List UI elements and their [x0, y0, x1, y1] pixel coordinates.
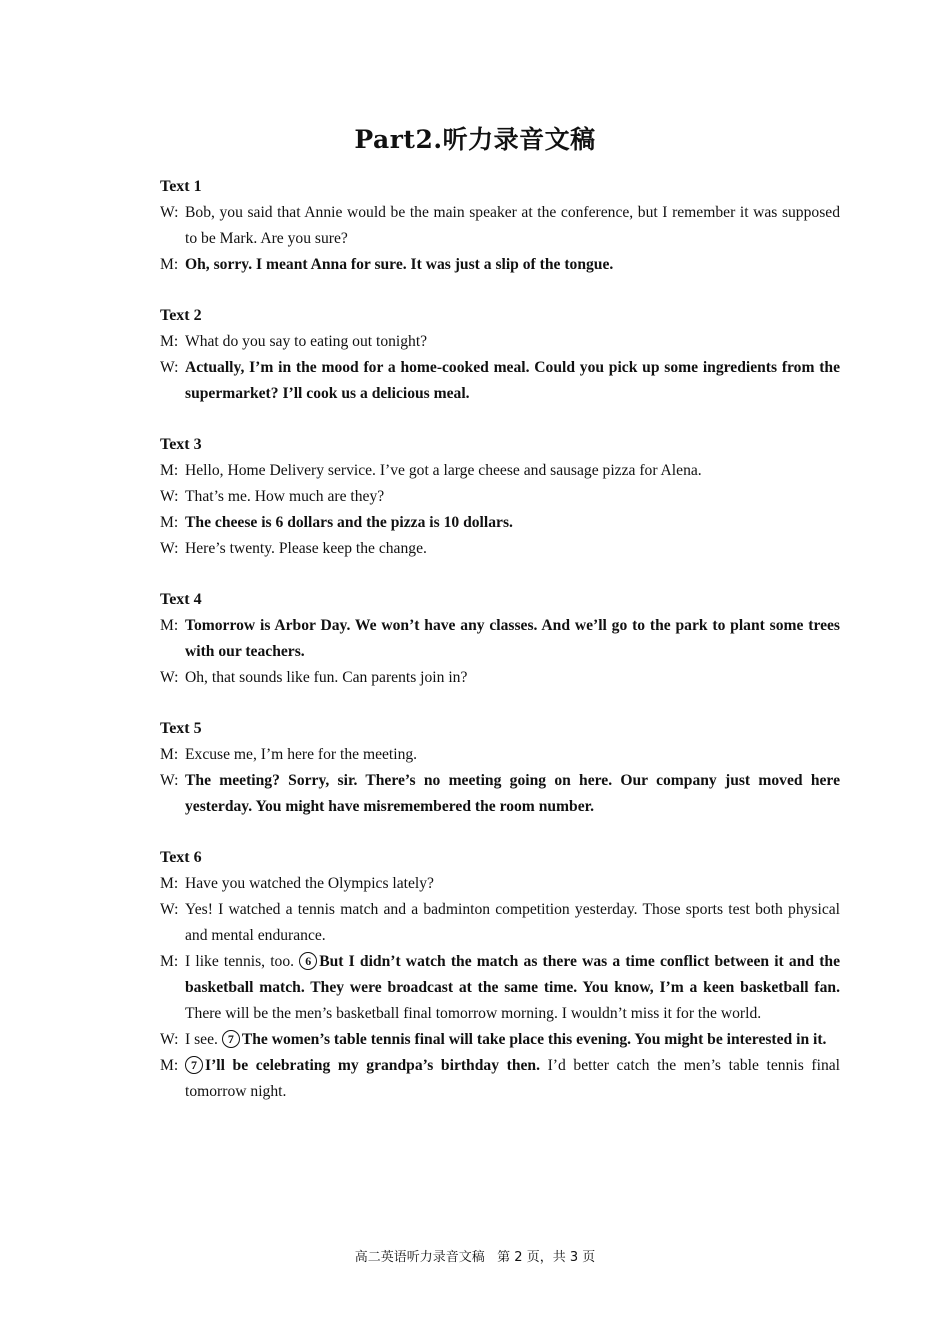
text-segment: Excuse me, I’m here for the meeting.: [185, 746, 418, 763]
speaker-label: W:: [160, 359, 179, 376]
text-segment: I like tennis, too.: [185, 953, 300, 970]
text-segment: There will be the men’s basketball final tomorrow morning. I wouldn’t miss it for the world.: [185, 1005, 762, 1022]
utterance: [185, 742, 840, 768]
speaker-label: M:: [160, 746, 179, 763]
key-sentence: The cheese is 6 dollars and the pizza is 10 dollars.: [185, 514, 513, 531]
dialogue-line: [160, 329, 840, 355]
text-section: [160, 587, 840, 691]
key-sentence: But I didn’t watch the match as there was a time conflict between it and the basketball match. They were broadcast at the same time. You know, I’m a keen basketball fan.: [185, 953, 840, 996]
dialogue-line: [160, 768, 840, 820]
speaker-label: W:: [160, 901, 179, 918]
speaker-label: M:: [160, 953, 179, 970]
utterance: [185, 536, 840, 562]
text-segment: I’d better catch the men’s table tennis final tomorrow night.: [185, 1057, 841, 1100]
text-section: [160, 303, 840, 407]
speaker-label: W:: [160, 1031, 179, 1048]
utterance: [185, 329, 840, 355]
speaker-label: W:: [160, 772, 179, 789]
section-heading: Text 2: [160, 307, 202, 324]
utterance: [185, 252, 840, 278]
question-number-mark: 6: [299, 952, 317, 970]
speaker-label: M:: [160, 1057, 179, 1074]
speaker-label: W:: [160, 669, 179, 686]
text-segment: Hello, Home Delivery service. I’ve got a large cheese and sausage pizza for Alena.: [185, 462, 702, 479]
text-section: [160, 432, 840, 562]
speaker-label: M:: [160, 617, 179, 634]
key-sentence: The meeting? Sorry, sir. There’s no meeting going on here. Our company just moved here yesterday. You might have misremembered the room number.: [185, 772, 840, 815]
dialogue-line: [160, 1027, 840, 1053]
key-sentence: I’ll be celebrating my grandpa’s birthday then.: [205, 1057, 540, 1074]
text-segment: What do you say to eating out tonight?: [185, 333, 428, 350]
transcript-body: [160, 174, 840, 1130]
speaker-label: W:: [160, 488, 179, 505]
question-number-mark: 7: [222, 1030, 240, 1048]
speaker-label: M:: [160, 875, 179, 892]
dialogue-line: [160, 458, 840, 484]
speaker-label: W:: [160, 204, 179, 221]
utterance: [185, 949, 840, 1027]
key-sentence: Actually, I’m in the mood for a home-cooked meal. Could you pick up some ingredients from the supermarket? I’ll cook us a delicious meal.: [185, 359, 840, 402]
dialogue-line: [160, 742, 840, 768]
dialogue-line: [160, 510, 840, 536]
utterance: [185, 510, 840, 536]
speaker-label: W:: [160, 540, 179, 557]
text-segment: Bob, you said that Annie would be the main speaker at the conference, but I remember it was supposed to be Mark. Are you sure?: [185, 204, 840, 247]
section-heading: Text 3: [160, 436, 202, 453]
utterance: [185, 458, 840, 484]
dialogue-line: [160, 949, 840, 1027]
dialogue-line: [160, 665, 840, 691]
utterance: [185, 1027, 840, 1053]
dialogue-line: [160, 897, 840, 949]
section-heading: Text 5: [160, 720, 202, 737]
dialogue-line: [160, 871, 840, 897]
dialogue-line: [160, 536, 840, 562]
utterance: [185, 871, 840, 897]
text-section: [160, 716, 840, 820]
text-segment: I see.: [185, 1031, 222, 1048]
utterance: [185, 484, 840, 510]
text-segment: Oh, that sounds like fun. Can parents join in?: [185, 669, 468, 686]
utterance: [185, 768, 840, 820]
speaker-label: M:: [160, 514, 179, 531]
text-segment: Yes! I watched a tennis match and a badminton competition yesterday. Those sports test both physical and mental endurance.: [185, 901, 840, 944]
dialogue-line: [160, 252, 840, 278]
speaker-label: M:: [160, 333, 179, 350]
section-heading: Text 6: [160, 849, 202, 866]
utterance: [185, 1053, 840, 1105]
utterance: [185, 200, 840, 252]
dialogue-line: [160, 1053, 840, 1105]
page-footer: 高二英语听力录音文稿 第 2 页，共 3 页: [354, 1250, 596, 1265]
dialogue-line: [160, 484, 840, 510]
text-segment: Here’s twenty. Please keep the change.: [185, 540, 427, 557]
text-segment: That’s me. How much are they?: [185, 488, 385, 505]
key-sentence: Oh, sorry. I meant Anna for sure. It was just a slip of the tongue.: [185, 256, 614, 273]
text-segment: Have you watched the Olympics lately?: [185, 875, 434, 892]
dialogue-line: [160, 613, 840, 665]
key-sentence: Tomorrow is Arbor Day. We won’t have any classes. And we’ll go to the park to plant some trees with our teachers.: [185, 617, 840, 660]
speaker-label: M:: [160, 462, 179, 479]
speaker-label: M:: [160, 256, 179, 273]
section-heading: Text 4: [160, 591, 202, 608]
text-section: [160, 845, 840, 1105]
section-heading: Text 1: [160, 178, 202, 195]
text-section: [160, 174, 840, 278]
utterance: [185, 355, 840, 407]
utterance: [185, 613, 840, 665]
page-title: Part2.听力录音文稿: [354, 125, 596, 154]
key-sentence: The women’s table tennis final will take place this evening. You might be interested in it.: [241, 1031, 827, 1048]
question-number-mark: 7: [185, 1056, 203, 1074]
dialogue-line: [160, 355, 840, 407]
utterance: [185, 897, 840, 949]
utterance: [185, 665, 840, 691]
dialogue-line: [160, 200, 840, 252]
